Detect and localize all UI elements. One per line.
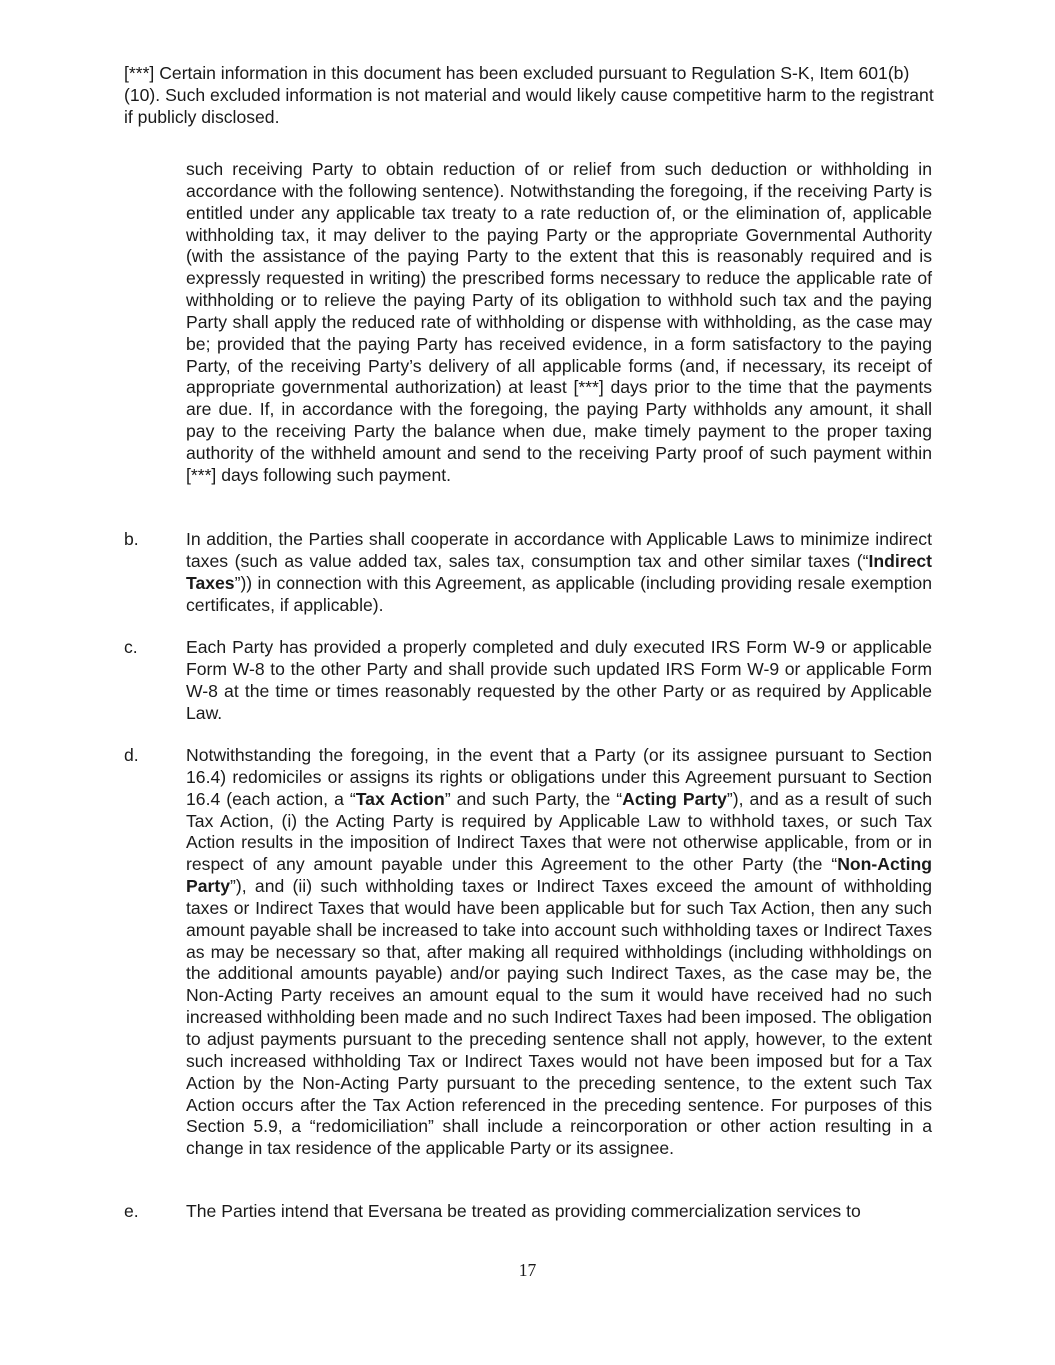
text-run: In addition, the Parties shall cooperate in accordance with Applicable Laws to minimize indirect taxes (such as value added tax, sales tax, consumption tax and other similar taxes (“: [186, 529, 932, 571]
defined-term: Acting Party: [622, 788, 727, 809]
list-item-b: [124, 529, 932, 616]
defined-term: Indirect Taxes: [186, 550, 932, 593]
list-item-c: [124, 637, 932, 724]
list-item-body: Each Party has provided a properly completed and duly executed IRS Form W-9 or applicable Form W-8 to the other Party and shall provide such updated IRS Form W-9 or applicable Form W-8 at the time or times reasonably requested by the other Party or as required by Applicable Law.: [186, 637, 932, 723]
text-run: ”), and as a result of such Tax Action, (i) the Acting Party is required by Applicable Law to withhold taxes, or such Tax Action results in the imposition of Indirect Taxes that were not otherwise applicable, from or in respect of any amount payable under this Agreement to the other Party (the “: [186, 788, 933, 875]
continued-paragraph: such receiving Party to obtain reduction of or relief from such deduction or withholding in accordance with the following sentence). Notwithstanding the foregoing, if the receiving Party is entitled under any applicable tax treaty to a rate reduction of, or the elimination of, applicable withholding tax, it may deliver to the paying Party or the appropriate Governmental Authority (with the assistance of the paying Party to the extent that this is reasonably required and is expressly requested in writing) the prescribed forms necessary to reduce the applicable rate of withholding or to relieve the paying Party of its obligation to withhold such tax and the paying Party shall apply the reduced rate of withholding or dispense with withholding, as the case may be; provided that the paying Party has received evidence, in a form satisfactory to the paying Party, of the receiving Party’s delivery of all applicable forms (and, if necessary, its receipt of appropriate governmental authorization) at least [***] days prior to the time that the payments are due. If, in accordance with the foregoing, the paying Party withholds any amount, it shall pay to the receiving Party the balance when due, make timely payment to the proper taxing authority of the withheld amount and send to the receiving Party proof of such payment within [***] days following such payment.: [186, 159, 932, 485]
list-item-body: [186, 745, 932, 1160]
list-marker: b.: [124, 529, 139, 549]
list-marker: e.: [124, 1201, 139, 1221]
list-item-e: [124, 1201, 932, 1223]
text-run: ” and such Party, the “: [444, 788, 623, 809]
list-item-d: [124, 745, 932, 1160]
list-item-body: The Parties intend that Eversana be treated as providing commercialization services to: [186, 1201, 861, 1221]
defined-term: Non-Acting Party: [186, 854, 932, 897]
list-marker: d.: [124, 745, 139, 765]
redaction-notice: [***] Certain information in this document has been excluded pursuant to Regulation S-K, Item 601(b)(10). Such excluded information is not material and would likely cause competitive harm to the registrant if publicly disclosed.: [124, 63, 934, 127]
list-marker: c.: [124, 637, 138, 657]
defined-term: Tax Action: [355, 788, 445, 809]
text-run: ”)) in connection with this Agreement, as applicable (including providing resale exemption certificates, if applicable).: [186, 572, 932, 615]
text-run: ”), and (ii) such withholding taxes or Indirect Taxes exceed the amount of withholding taxes or Indirect Taxes that would have been applicable but for such Tax Action, then any such amount payable shall be increased to take into account such withholding taxes or Indirect Taxes as may be necessary so that, after making all required withholdings (including withholdings on the additional amounts payable) and/or paying such Indirect Taxes, as the case may be, the Non-Acting Party receives an amount equal to the sum it would have received had no such increased withholding been made and no such Indirect Taxes had been imposed. The obligation to adjust payments pursuant to the preceding sentence shall not apply, however, to the extent such increased withholding Tax or Indirect Taxes would not have been imposed but for a Tax Action by the Non-Acting Party pursuant to the preceding sentence, to the extent such Tax Action occurs after the Tax Action referenced in the preceding sentence. For purposes of this Section 5.9, a “redomiciliation” shall include a reincorporation or other action resulting in a change in tax residence of the applicable Party or its assignee.: [186, 876, 932, 1159]
text-run: Notwithstanding the foregoing, in the event that a Party (or its assignee pursuant to Section 16.4) redomiciles or assigns its rights or obligations under this Agreement pursuant to Section 16.4 (each action, a “: [186, 745, 932, 809]
list-item-body: [186, 529, 932, 616]
page-number: 17: [518, 1260, 537, 1280]
